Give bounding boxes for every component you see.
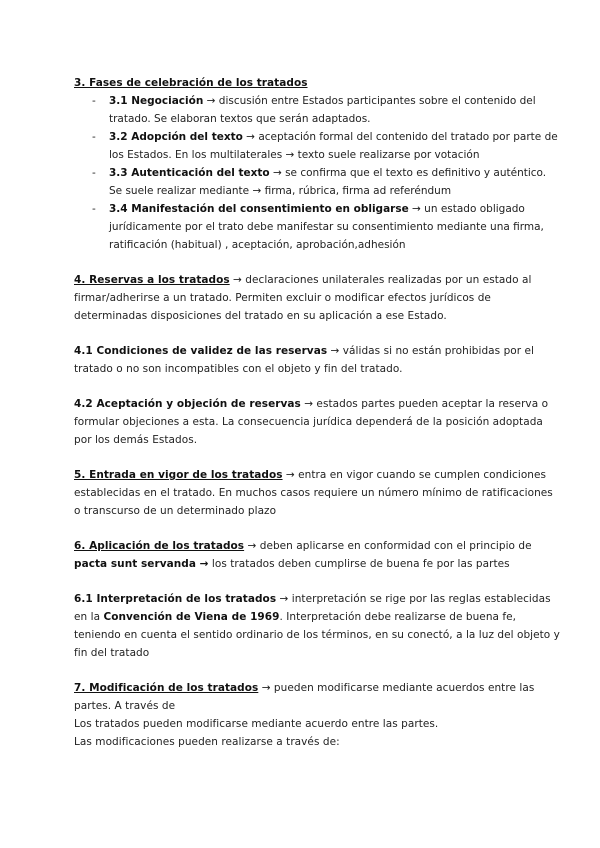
section-6-title: 6. Aplicación de los tratados [74, 540, 245, 552]
section-7-line-3: Las modificaciones pueden realizarse a través de: [74, 736, 340, 748]
section-5: 5. Entrada en vigor de los tratados → entra en vigor cuando se cumplen condiciones establecidas en el tratado. En muchos casos requiere un número mínimo de ratificaciones o transcurso de un determinado plazo [74, 469, 553, 517]
section-4-2-title: 4.2 Aceptación y objeción de reservas [74, 398, 301, 410]
section-4-1-title: 4.1 Condiciones de validez de las reservas [74, 345, 328, 357]
section-6: 6. Aplicación de los tratados → deben aplicarse en conformidad con el principio de pacta sunt servanda → los tratados deben cumplirse de buena fe por las partes [74, 540, 532, 570]
section-6-1: 6.1 Interpretación de los tratados → interpretación se rige por las reglas establecidas en la Convención de Viena de 1969. Interpretación debe realizarse de buena fe, teniendo en cuenta el sentido ordinario de los términos, en su conectó, a la luz del objeto y fin del tratado [74, 593, 560, 659]
section-7-line-2: Los tratados pueden modificarse mediante acuerdo entre las partes. [74, 718, 439, 730]
section-3 [74, 74, 560, 92]
section-4-2: 4.2 Aceptación y objeción de reservas → estados partes pueden aceptar la reserva o formular objeciones a esta. La consecuencia jurídica dependerá de la posición adoptada por los demás Estados. [74, 398, 549, 446]
section-4-1: 4.1 Condiciones de validez de las reservas → válidas si no están prohibidas por el tratado o no son incompatibles con el objeto y fin del tratado. [74, 345, 534, 375]
section-4: 4. Reservas a los tratados → declaraciones unilaterales realizadas por un estado al firmar/adherirse a un tratado. Permiten excluir o modificar efectos jurídicos de determinadas disposiciones del tratado en su aplicación a ese Estado. [74, 274, 532, 322]
section-5-title: 5. Entrada en vigor de los tratados [74, 469, 283, 481]
list-item: - 3.2 Adopción del texto → aceptación formal del contenido del tratado por parte de los Estados. En los multilaterales → texto suele realizarse por votación [92, 128, 560, 164]
list-item: - 3.4 Manifestación del consentimiento en obligarse → un estado obligado jurídicamente por el trato debe manifestar su consentimiento mediante una firma, ratificación (habitual) , aceptación, aprobación,adhesión [92, 200, 560, 254]
list-item: - 3.1 Negociación → discusión entre Estados participantes sobre el contenido del tratado. Se elaboran textos que serán adaptados. [92, 92, 560, 128]
section-7-title: 7. Modificación de los tratados [74, 682, 259, 694]
phases-list [74, 92, 560, 254]
section-3-title: 3. Fases de celebración de los tratados [74, 77, 308, 89]
list-item: - 3.3 Autenticación del texto → se confirma que el texto es definitivo y auténtico. Se suele realizar mediante → firma, rúbrica, firma ad referéndum [92, 164, 560, 200]
section-6-1-title: 6.1 Interpretación de los tratados [74, 593, 277, 605]
section-4-title: 4. Reservas a los tratados [74, 274, 230, 286]
section-7: 7. Modificación de los tratados → pueden modificarse mediante acuerdos entre las partes. A través de [74, 682, 535, 712]
